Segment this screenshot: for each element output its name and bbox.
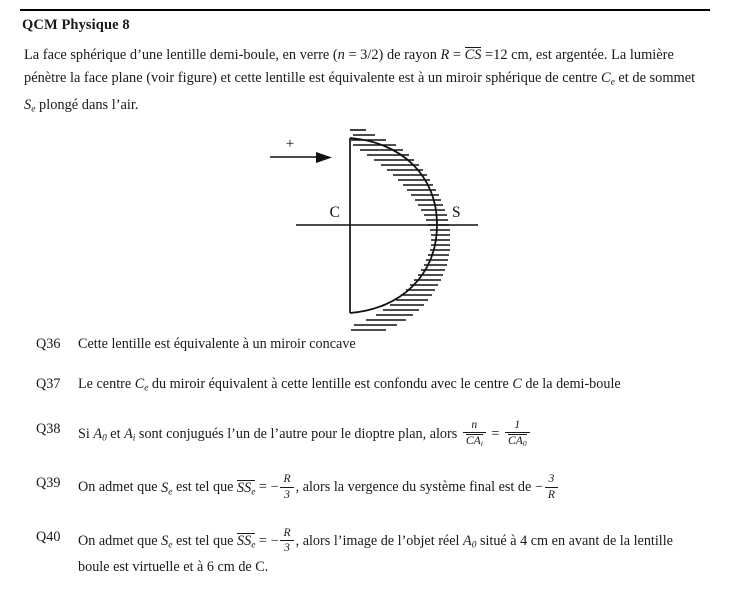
q38-fraction-right	[505, 419, 530, 448]
q39-fraction-3R	[545, 473, 558, 500]
q39-text-a: On admet que	[78, 479, 162, 496]
intro-line-2	[24, 67, 718, 94]
question-row-q39	[0, 473, 738, 503]
intro-text-1b: = 3/2) de rayon	[344, 47, 441, 63]
q38-fraction-left-numerator: n	[471, 417, 478, 431]
intro-text-1a: La face sphérique d’une lentille demi-boule, en verre (	[24, 47, 338, 63]
q39-symbol-SSe-base: SS	[237, 479, 252, 496]
question-number-q37: Q37	[36, 376, 61, 392]
q37-symbol-Ce-sub: e	[144, 383, 149, 394]
symbol-R: R	[440, 47, 450, 63]
q40-symbol-A0-sub: 0	[471, 540, 477, 551]
question-row-q37	[0, 374, 738, 400]
q40-fraction-R3-numerator: R	[283, 526, 291, 540]
q40-text-line2: boule est virtuelle et à 6 cm de C.	[78, 558, 269, 575]
q39-minus-1: −	[270, 479, 279, 496]
q40-symbol-Se-sub: e	[168, 540, 173, 551]
q38-text-c: sont conjugués l’un de l’autre pour le dioptre plan, alors	[135, 425, 461, 442]
page-title: QCM Physique 8	[22, 17, 130, 33]
question-text-q38	[78, 419, 738, 450]
q40-text-a: On admet que	[78, 533, 162, 550]
q38-CAi-base: CA	[465, 433, 481, 447]
q38-CA0-sub: 0	[522, 438, 527, 448]
q40-symbol-A0	[463, 533, 476, 549]
q39-minus-2: −	[534, 479, 543, 496]
q40-symbol-Se	[161, 533, 172, 549]
q39-symbol-SSe-sub: e	[251, 487, 256, 498]
q39-fraction-3R-denominator: R	[545, 487, 558, 501]
q37-symbol-Ce	[135, 376, 149, 392]
symbol-Se-base: S	[24, 96, 32, 113]
q39-fraction-R3-denominator: 3	[280, 487, 293, 501]
question-list	[0, 334, 738, 597]
q40-symbol-SSe-base: SS	[237, 533, 252, 550]
q38-fraction-right-denominator	[505, 432, 530, 448]
q38-symbol-A0	[93, 426, 106, 442]
q40-symbol-A0-base: A	[463, 533, 472, 550]
q37-symbol-C: C	[512, 376, 522, 392]
symbol-Se	[24, 97, 35, 113]
q38-CAi-overline	[466, 434, 483, 448]
question-text-q40	[78, 527, 738, 578]
intro-text-2a: pénètre la face plane (voir figure) et cette lentille est équivalente est à un miroir sphérique de centre	[24, 69, 601, 86]
question-text-q36: Cette lentille est équivalente à un miroir concave	[78, 336, 356, 352]
q39-symbol-Se-sub: e	[168, 487, 173, 498]
q39-equals: =	[255, 479, 271, 496]
symbol-Ce	[601, 70, 615, 86]
intro-text-3a: plongé dans l’air.	[35, 96, 139, 113]
q38-equals: =	[487, 425, 503, 442]
q40-text-c: , alors l’image de l’objet réel	[295, 533, 464, 550]
q40-fraction-R3-denominator: 3	[280, 540, 293, 554]
q39-text-c: , alors la vergence du système final est de	[295, 479, 535, 496]
q38-text-a: Si	[78, 425, 94, 442]
q39-fraction-R3	[280, 473, 293, 500]
direction-arrow-head	[316, 152, 332, 163]
question-number-q39: Q39	[36, 475, 61, 492]
q38-CA0-overline	[508, 434, 527, 448]
q37-symbol-Ce-base: C	[134, 376, 145, 392]
symbol-CS-overline: CS	[464, 47, 482, 63]
question-row-q38	[0, 419, 738, 450]
q39-symbol-Se-base: S	[161, 479, 169, 496]
q38-CAi-sub: i	[480, 438, 483, 448]
q37-text-c: de la demi-boule	[521, 376, 621, 392]
intro-line-1	[24, 44, 718, 67]
q40-text-d: situé à 4 cm en avant de la lentille	[476, 533, 673, 550]
q38-symbol-Ai-base: A	[124, 425, 133, 442]
q39-text-b: est tel que	[172, 479, 238, 496]
q40-equals: =	[255, 533, 271, 550]
optics-figure	[250, 112, 500, 334]
silvering-hatching	[349, 130, 450, 334]
q40-minus: −	[270, 533, 279, 550]
q40-fraction-R3	[280, 527, 293, 554]
q38-symbol-Ai-sub: i	[132, 433, 136, 444]
intro-text-1c: =	[449, 47, 465, 63]
q40-symbol-Se-base: S	[161, 533, 169, 550]
q38-symbol-A0-base: A	[93, 425, 103, 442]
header-divider	[20, 9, 710, 11]
question-row-q36	[0, 334, 738, 355]
symbol-Se-sub: e	[31, 104, 36, 115]
symbol-Ce-sub: e	[610, 77, 615, 88]
q39-fraction-R3-numerator: R	[283, 472, 291, 486]
direction-plus-label: +	[285, 136, 295, 152]
q40-text-b: est tel que	[172, 533, 238, 550]
q40-symbol-SSe-overline	[237, 533, 255, 551]
q38-fraction-right-numerator: 1	[514, 417, 521, 431]
question-number-q38: Q38	[36, 420, 61, 437]
question-text-q39	[78, 473, 738, 503]
q38-symbol-A0-sub: 0	[102, 433, 107, 444]
q38-fraction-left-denominator	[463, 432, 486, 448]
q39-fraction-3R-numerator: 3	[548, 472, 555, 486]
q38-fraction-left	[463, 419, 486, 448]
vertex-label-S: S	[452, 204, 461, 221]
q37-text-b: du miroir équivalent à cette lentille est confondu avec le centre	[148, 376, 513, 392]
question-number-q40: Q40	[36, 529, 61, 546]
q37-text-a: Le centre	[78, 376, 135, 392]
q38-text-b: et	[106, 425, 125, 442]
question-row-q40	[0, 527, 738, 578]
q39-symbol-SSe-overline	[237, 480, 255, 498]
intro-text-1d: =12 cm, est argentée. La lumière	[481, 47, 674, 63]
q38-symbol-Ai	[124, 426, 135, 442]
symbol-n: n	[337, 47, 345, 63]
question-number-q36: Q36	[36, 336, 61, 352]
question-text-q37	[78, 374, 738, 400]
intro-text-2b: et de sommet	[614, 69, 696, 86]
intro-paragraph	[24, 44, 718, 121]
q40-symbol-SSe-sub: e	[251, 540, 256, 551]
q38-CA0-base: CA	[507, 433, 523, 447]
q39-symbol-Se	[161, 480, 172, 496]
symbol-Ce-base: C	[600, 69, 611, 86]
center-label-C: C	[329, 204, 340, 221]
